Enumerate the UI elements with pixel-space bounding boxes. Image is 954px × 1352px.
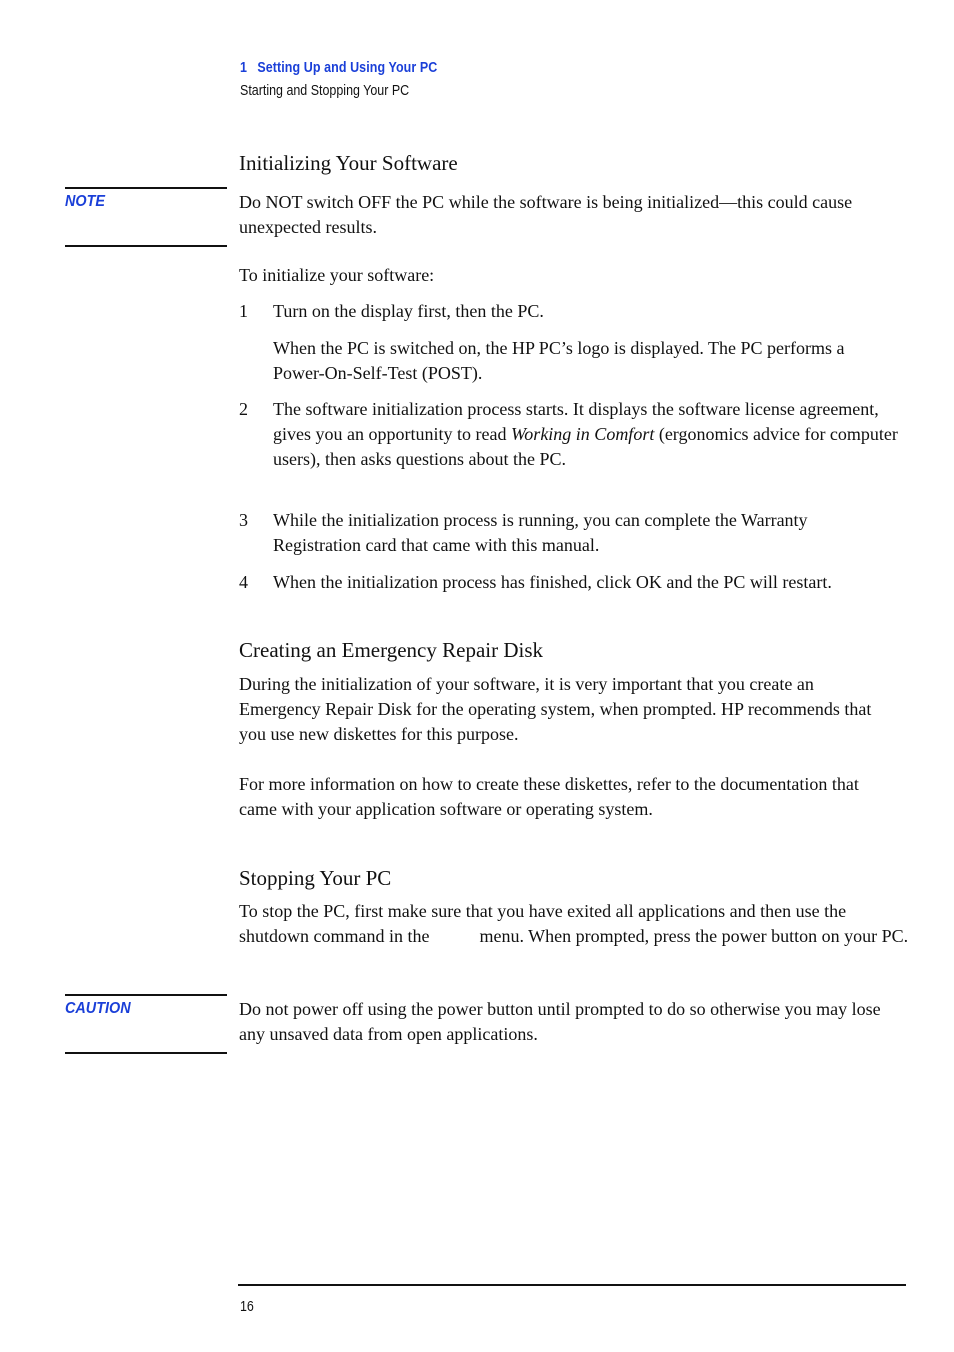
- heading-emergency-repair: Creating an Emergency Repair Disk: [239, 638, 544, 662]
- step-followup: When the PC is switched on, the HP PC’s logo is displayed. The PC performs a Power-On-Self-Test (POST).: [273, 338, 845, 383]
- initialize-intro: To initialize your software:: [239, 265, 435, 285]
- page-number: 16: [240, 1299, 254, 1315]
- stopping-text-part: menu. When prompted, press the power button on your PC.: [479, 926, 909, 946]
- step-number: 4: [239, 572, 248, 592]
- chapter-header: [240, 60, 437, 76]
- step-text: While the initialization process is running, you can complete the Warranty Registration card that came with this manual.: [273, 510, 808, 555]
- note-text: Do NOT switch OFF the PC while the software is being initialized—this could cause unexpected results.: [239, 192, 853, 237]
- caution-bottom-rule: [65, 1052, 227, 1054]
- note-label: NOTE: [65, 193, 106, 210]
- caution-label: CAUTION: [65, 1000, 131, 1017]
- step-text-part: The software initialization process starts. It displays the software license agreement, gives you an opportunity to read: [273, 399, 879, 444]
- book-title: Working in Comfort: [510, 424, 655, 444]
- step-text: When the initialization process has finished, click OK and the PC will restart.: [273, 572, 832, 592]
- step-text-part: (ergonomics advice for computer users), then asks questions about the PC.: [273, 424, 898, 469]
- emergency-paragraph-2: For more information on how to create these diskettes, refer to the documentation that came with your application software or operating system.: [239, 774, 859, 819]
- heading-stopping: Stopping Your PC: [239, 866, 392, 890]
- note-bottom-rule: [65, 245, 227, 247]
- chapter-title: Setting Up and Using Your PC: [257, 60, 438, 76]
- note-top-rule: [65, 187, 227, 189]
- emergency-paragraph-1: During the initialization of your software, it is very important that you create an Emergency Repair Disk for the operating system, when prompted. HP recommends that you use new diskettes for this purpose.: [239, 674, 872, 744]
- caution-top-rule: [65, 994, 227, 996]
- heading-initializing: Initializing Your Software: [239, 151, 458, 175]
- section-header: Starting and Stopping Your PC: [240, 83, 410, 99]
- footer-rule: [238, 1284, 906, 1286]
- stopping-paragraph: [239, 899, 909, 949]
- step-text: Turn on the display first, then the PC.: [273, 301, 544, 321]
- caution-text: Do not power off using the power button until prompted to do so otherwise you may lose any unsaved data from open applications.: [239, 999, 881, 1044]
- step-number: 3: [239, 510, 248, 530]
- stopping-text-part: To stop the PC, first make sure that you have exited all applications and then use the shutdown command in the: [239, 901, 847, 946]
- step-text: [273, 397, 909, 472]
- step-number: 2: [239, 399, 248, 419]
- step-number: 1: [239, 301, 248, 321]
- chapter-number: 1: [240, 60, 248, 76]
